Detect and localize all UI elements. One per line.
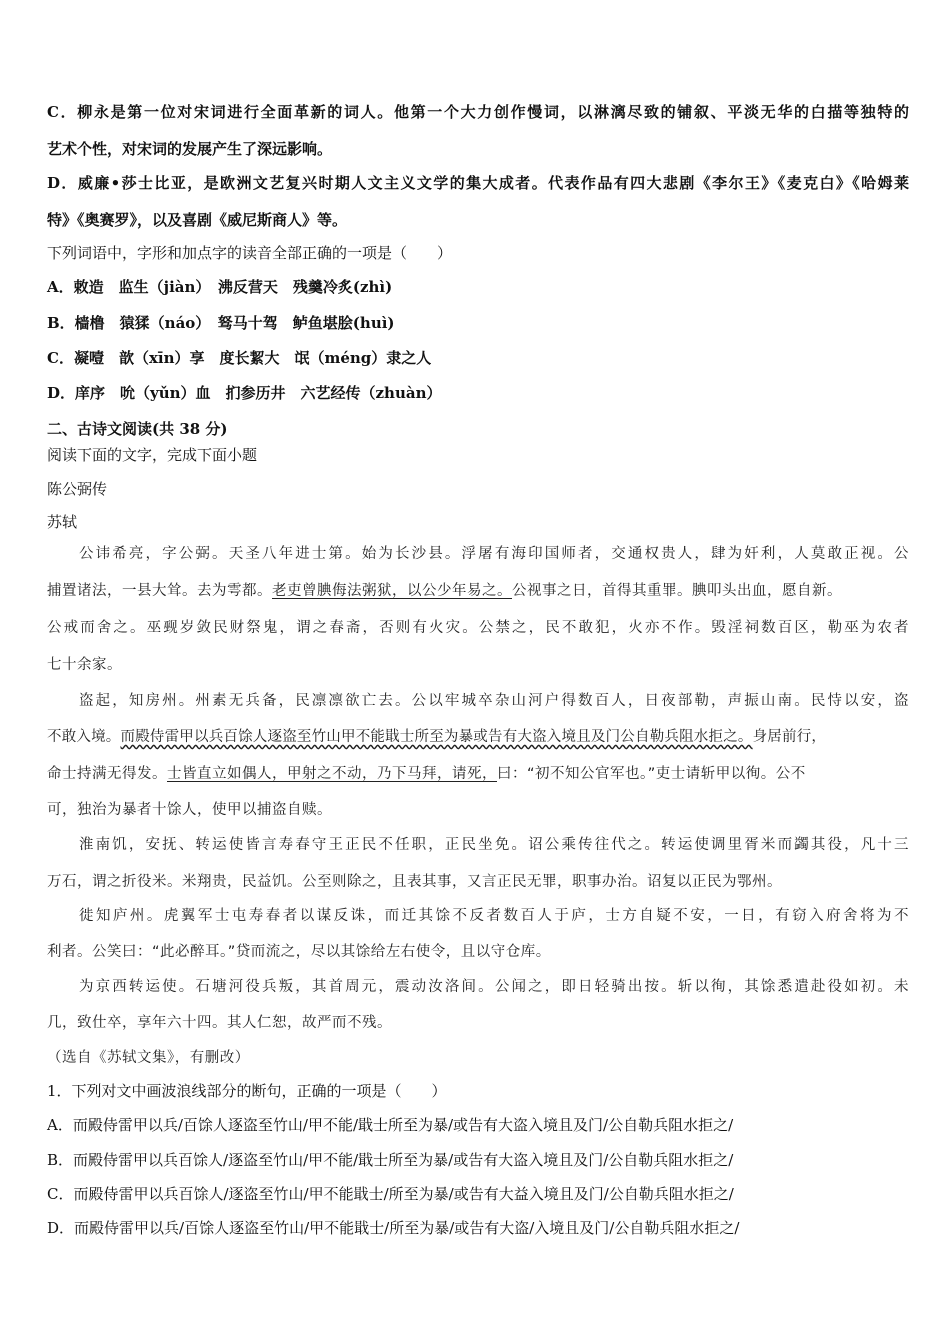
passage-text: 不敢入境。 bbox=[47, 729, 121, 745]
passage-text: 公视事之日，首得其重罪。腆叩头出血，愿自新。 bbox=[512, 583, 842, 599]
passage-p3-line-1: 淮南饥，安抚、转运使皆言寿春守王正民不任职，正民坐免。诏公乘传往代之。转运使调里胥米而蠲其役，凡十三 bbox=[79, 837, 909, 853]
passage-p2-line-4: 可，独治为暴者十馀人，使甲以捕盗自赎。 bbox=[47, 802, 332, 818]
wavy-underlined-sentence: 而殿侍雷甲以兵百馀人逐盗至竹山甲不能戢士所至为暴或告有大盗入境且及门公自勒兵阻水拒之。 bbox=[120, 729, 753, 745]
passage-p5-line-1: 为京西转运使。石塘河役兵叛，其首周元，震动汝洛间。公闻之，即日轻骑出按。斩以徇，其馀悉遣赴役如初。未 bbox=[79, 979, 909, 995]
passage-p1-line-3: 公戒而舍之。巫觋岁敛民财祭鬼，谓之春斋，否则有火灾。公禁之，民不敢犯，火亦不作。毁淫祠数百区，勒巫为农者 bbox=[47, 620, 909, 636]
option-d-line-1: D．威廉•莎士比亚，是欧洲文艺复兴时期人文主义文学的集大成者。代表作品有四大悲剧《李尔王》《麦克白》《哈姆莱 bbox=[47, 174, 909, 192]
passage-text: 曰：“初不知公官军也。”吏士请斩甲以徇。公不 bbox=[497, 766, 806, 782]
question1-option-c: C．而殿侍雷甲以兵百馀人/逐盗至竹山/甲不能戢士/所至为暴/或告有大益入境且及门/公自勒兵阻水拒之/ bbox=[47, 1185, 734, 1203]
question-option-c: C．凝噎 歆（xīn）享 度长絜大 氓（méng）隶之人 bbox=[47, 349, 432, 367]
passage-author: 苏轼 bbox=[47, 513, 78, 531]
passage-p3-line-2: 万石，谓之折役米。米翔贵，民益饥。公至则除之，且表其事，又言正民无罪，职事办治。诏复以正民为鄂州。 bbox=[47, 874, 782, 890]
passage-source: （选自《苏轼文集》，有删改） bbox=[47, 1050, 250, 1066]
question1-option-b: B．而殿侍雷甲以兵百馀人/逐盗至竹山/甲不能/戢士所至为暴/或告有大盗入境且及门/公自勒兵阻水拒之/ bbox=[47, 1151, 734, 1169]
question-option-d: D．庠序 吮（yǔn）血 扪参历井 六艺经传（zhuàn） bbox=[47, 384, 442, 402]
question1-stem: 1．下列对文中画波浪线部分的断句，正确的一项是（ ） bbox=[47, 1082, 447, 1100]
question1-option-d: D．而殿侍雷甲以兵/百馀人逐盗至竹山/甲不能戢士/所至为暴/或告有大盗/入境且及门/公自勒兵阻水拒之/ bbox=[47, 1219, 740, 1237]
passage-p5-line-2: 几，致仕卒，享年六十四。其人仁恕，故严而不残。 bbox=[47, 1015, 392, 1031]
underlined-sentence-2: 士皆直立如偶人，甲射之不动，乃下马拜，请死， bbox=[167, 766, 497, 782]
passage-p4-line-1: 徙知庐州。虎翼军士屯寿春者以谋反诛，而迁其馀不反者数百人于庐，士方自疑不安，一日，有窃入府舍将为不 bbox=[79, 908, 909, 924]
question1-option-a: A．而殿侍雷甲以兵/百馀人逐盗至竹山/甲不能/戢士所至为暴/或告有大盗入境且及门/公自勒兵阻水拒之/ bbox=[47, 1116, 734, 1134]
passage-p1-line-4: 七十余家。 bbox=[47, 657, 122, 673]
passage-text: 捕置诸法，一县大耸。去为雩都。 bbox=[47, 583, 272, 599]
section-instruction: 阅读下面的文字，完成下面小题 bbox=[47, 446, 258, 464]
question-stem: 下列词语中，字形和加点字的读音全部正确的一项是（ ） bbox=[47, 244, 453, 262]
underlined-sentence-1: 老吏曾腆侮法粥狱，以公少年易之。 bbox=[272, 583, 512, 599]
passage-text: 身居前行， bbox=[752, 729, 827, 745]
passage-title: 陈公弼传 bbox=[47, 480, 108, 498]
option-d-line-2: 特》《奥赛罗》，以及喜剧《威尼斯商人》等。 bbox=[47, 211, 348, 229]
passage-p1-line-2 bbox=[47, 580, 909, 602]
passage-p2-line-2 bbox=[47, 726, 917, 748]
question-option-b: B．樯橹 猿猱（náo） 驽马十驾 鲈鱼堪脍(huì) bbox=[47, 314, 395, 332]
passage-text: 命士持满无得发。 bbox=[47, 766, 167, 782]
option-c-line-2: 艺术个性，对宋词的发展产生了深远影响。 bbox=[47, 140, 333, 158]
question-option-a: A．敕造 监生（jiàn） 沸反营天 残羹冷炙(zhì) bbox=[47, 278, 393, 296]
passage-p2-line-3 bbox=[47, 763, 909, 785]
passage-p4-line-2: 利者。公笑曰：“此必醉耳。”贷而流之，尽以其馀给左右使令，且以守仓库。 bbox=[47, 944, 551, 960]
passage-p2-line-1: 盗起，知房州。州素无兵备，民凛凛欲亡去。公以牢城卒杂山河户得数百人，日夜部勒，声振山南。民恃以安，盗 bbox=[79, 693, 909, 709]
option-c-line-1: C．柳永是第一位对宋词进行全面革新的词人。他第一个大力创作慢词，以淋漓尽致的铺叙、平淡无华的白描等独特的 bbox=[47, 103, 909, 121]
section-heading: 二、古诗文阅读(共 38 分) bbox=[47, 420, 228, 438]
passage-p1-line-1: 公讳希亮，字公弼。天圣八年进士第。始为长沙县。浮屠有海印国师者，交通权贵人，肆为奸利，人莫敢正视。公 bbox=[79, 546, 909, 562]
